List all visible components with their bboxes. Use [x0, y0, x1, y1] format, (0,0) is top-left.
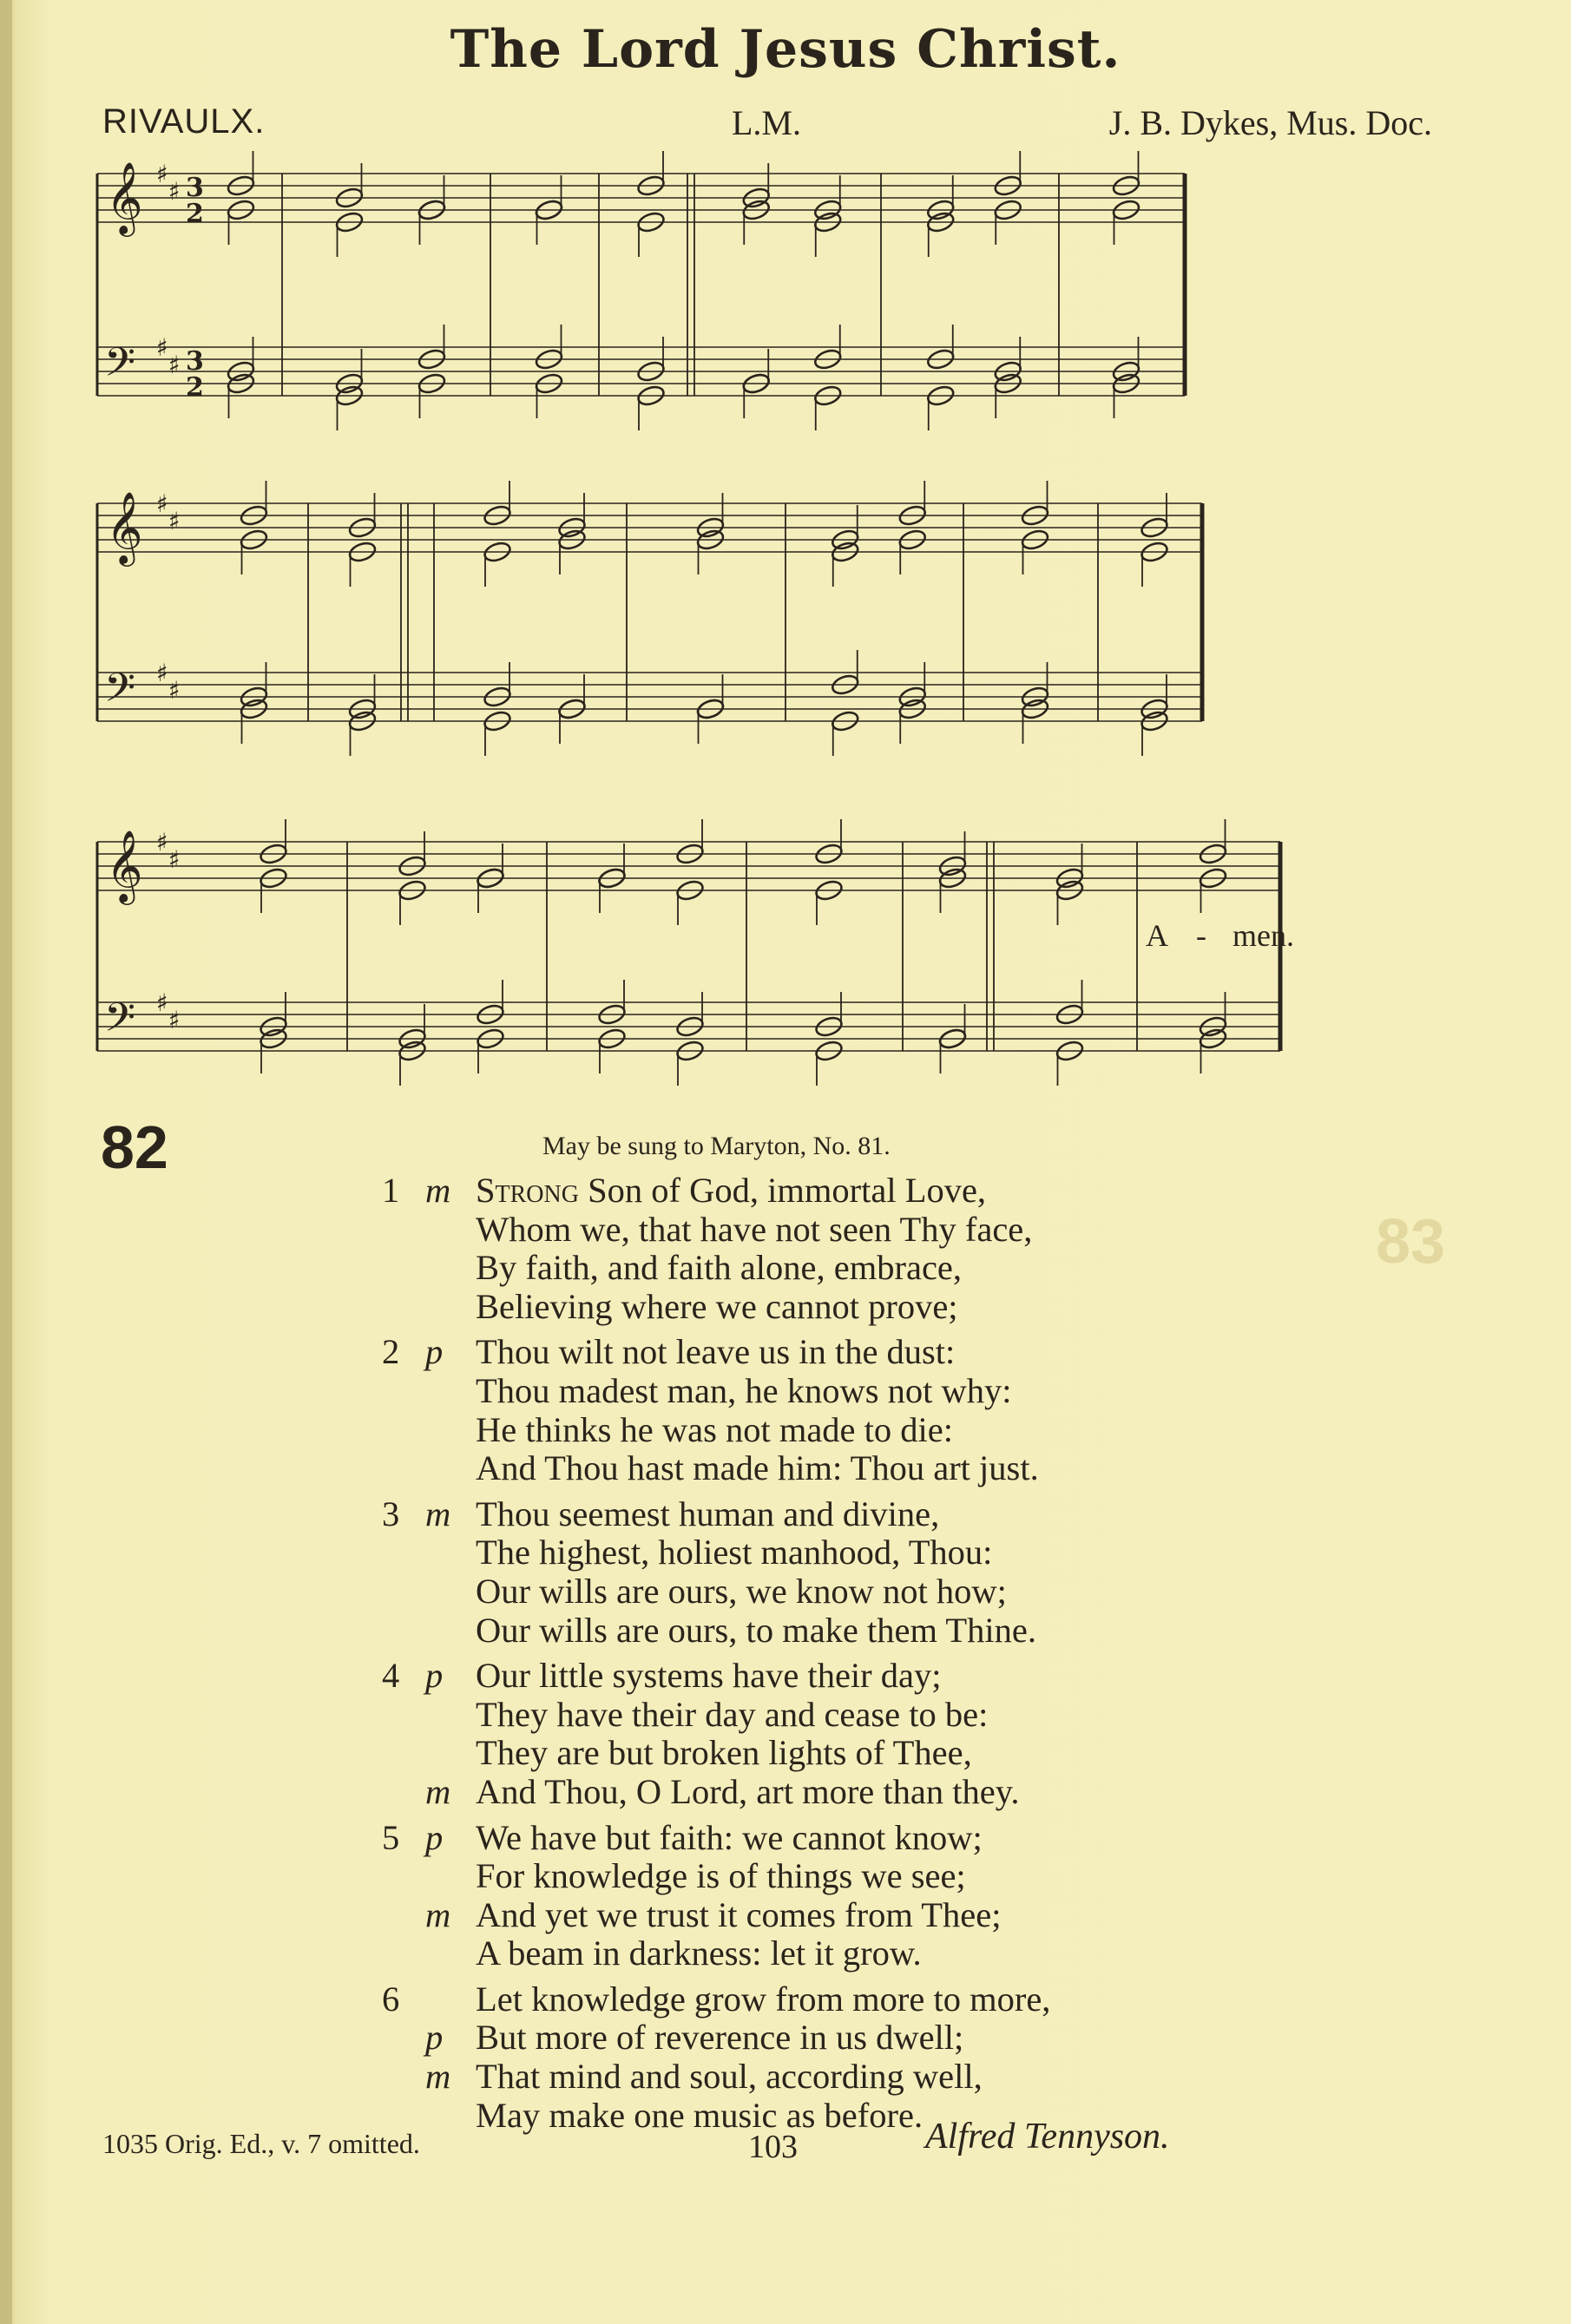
stanza-number: 2: [382, 1332, 400, 1372]
verse-words: Believing where we cannot prove;: [476, 1286, 958, 1326]
bass-clef: 𝄢: [104, 339, 136, 396]
sharp-sign: ♯: [156, 828, 168, 857]
amen-syllable: men.: [1232, 918, 1294, 953]
sharp-sign: ♯: [168, 1006, 181, 1034]
verse-line: [330, 1857, 1285, 1896]
time-signature-top: 3: [186, 173, 204, 203]
verse-text: [476, 1657, 942, 1695]
verse-words: Thou madest man, he knows not why:: [476, 1370, 1012, 1410]
treble-clef: 𝄞: [106, 161, 143, 233]
verse-line: [330, 1249, 1285, 1288]
verse-text: [476, 2097, 923, 2135]
stanza-number: 5: [382, 1817, 400, 1857]
verse-text: [476, 1288, 958, 1326]
author-attribution: Alfred Tennyson.: [925, 2117, 1170, 2157]
verse-words: Our little systems have their day;: [476, 1656, 942, 1696]
verse-words: We have but faith: we cannot know;: [476, 1817, 983, 1857]
dynamic-marking: p: [425, 1817, 444, 1857]
sharp-sign: ♯: [168, 351, 181, 379]
verse-text: [476, 1773, 1019, 1811]
sharp-sign: ♯: [156, 988, 168, 1017]
verse-text: [476, 1696, 988, 1734]
dynamic-marking: m: [425, 1771, 451, 1811]
sharp-sign: ♯: [156, 333, 168, 362]
verse-line: [330, 1211, 1285, 1250]
verse-words: Thou seemest human and divine,: [476, 1494, 940, 1533]
tune-meter: L.M.: [732, 103, 801, 142]
verse-line: [330, 1734, 1285, 1773]
verse-words: And yet we trust it comes from Thee;: [476, 1894, 1002, 1934]
sharp-sign: ♯: [168, 676, 181, 705]
verse-words: Our wills are ours, to make them Thine.: [476, 1610, 1036, 1650]
footnote: 1035 Orig. Ed., v. 7 omitted.: [102, 2128, 420, 2159]
section-title: The Lord Jesus Christ.: [450, 19, 1121, 80]
verse-line: [330, 1411, 1285, 1450]
treble-clef: 𝄞: [106, 829, 143, 902]
stanza-number: 3: [382, 1494, 400, 1533]
hymn-number: 82: [101, 1113, 168, 1181]
verse-text: [476, 1857, 966, 1895]
verse-words: By faith, and faith alone, embrace,: [476, 1248, 963, 1288]
amen-syllable: A: [1146, 918, 1168, 953]
dynamic-marking: p: [425, 2018, 444, 2058]
verse-words: That mind and soul, according well,: [476, 2057, 983, 2097]
book-spine-shadow: [0, 0, 12, 2324]
verse-words: Thou wilt not leave us in the dust:: [476, 1332, 956, 1372]
verse-words: Son of God, immortal Love,: [578, 1171, 987, 1210]
verse-words: They are but broken lights of Thee,: [476, 1733, 972, 1773]
verse-first-word: Strong: [476, 1171, 579, 1210]
verse-line: [330, 1696, 1285, 1735]
bleed-through-number: 83: [1376, 1207, 1446, 1277]
tune-name: RIVAULX.: [102, 102, 266, 141]
verse-line: [330, 1773, 1285, 1812]
verse-line: [330, 1288, 1285, 1327]
verse-line: [330, 1449, 1285, 1488]
verse-words: A beam in darkness: let it grow.: [476, 1933, 922, 1973]
treble-clef: 𝄞: [106, 490, 143, 563]
verse-words: Our wills are ours, we know not how;: [476, 1571, 1007, 1611]
verse-text: [476, 1449, 1039, 1487]
verse-words: Let knowledge grow from more to more,: [476, 1979, 1051, 2019]
hymn-verses: [330, 1172, 1285, 2142]
verse-line: [330, 1819, 1285, 1858]
verse-words: Whom we, that have not seen Thy face,: [476, 1209, 1033, 1249]
dynamic-marking: m: [425, 1894, 451, 1934]
verse-words: For knowledge is of things we see;: [476, 1856, 966, 1896]
verse-line: [330, 1896, 1285, 1935]
verse-line: [330, 1657, 1285, 1696]
time-signature-bottom: 2: [186, 199, 204, 229]
bass-clef: 𝄢: [104, 995, 136, 1051]
dynamic-marking: p: [425, 1332, 444, 1372]
verse-text: [476, 1896, 1001, 1934]
verse-words: He thinks he was not made to die:: [476, 1409, 954, 1449]
verse-text: [476, 1819, 983, 1857]
verse-line: [330, 2058, 1285, 2097]
verse-text: [476, 1249, 962, 1287]
sharp-sign: ♯: [156, 489, 168, 518]
verse-line: [330, 1612, 1285, 1651]
verse-text: [476, 1411, 953, 1449]
stanza-number: 4: [382, 1656, 400, 1696]
verse-words: They have their day and cease to be:: [476, 1694, 989, 1734]
verse-words: But more of reverence in us dwell;: [476, 2018, 964, 2058]
sharp-sign: ♯: [168, 507, 181, 535]
verse-words: And Thou hast made him: Thou art just.: [476, 1448, 1039, 1488]
stanza-number: 6: [382, 1979, 400, 2019]
music-score: [95, 148, 1458, 1111]
verse-line: [330, 1980, 1285, 2019]
verse-line: [330, 2019, 1285, 2058]
verse-line: [330, 1572, 1285, 1612]
verse-text: [476, 1572, 1007, 1611]
verse-text: [476, 1211, 1032, 1249]
bass-clef: 𝄢: [104, 665, 136, 721]
dynamic-marking: m: [425, 1494, 451, 1533]
verse-line: [330, 1533, 1285, 1572]
verse-text: [476, 1372, 1012, 1410]
tune-composer: J. B. Dykes, Mus. Doc.: [1108, 103, 1432, 142]
verse-words: And Thou, O Lord, art more than they.: [476, 1771, 1020, 1811]
sharp-sign: ♯: [156, 659, 168, 687]
verse-text: [476, 1934, 922, 1973]
alternate-tune-note: May be sung to Maryton, No. 81.: [542, 1132, 891, 1160]
verse-text: [476, 1172, 986, 1210]
sharp-sign: ♯: [168, 177, 181, 206]
verse-line: [330, 1495, 1285, 1534]
page-number: 103: [748, 2129, 798, 2165]
verse-line: [330, 1934, 1285, 1973]
dynamic-marking: m: [425, 1171, 451, 1210]
verse-text: [476, 1533, 992, 1572]
verse-text: [476, 1734, 972, 1772]
verse-line: [330, 1372, 1285, 1411]
verse-text: [476, 2058, 983, 2096]
verse-line: [330, 1333, 1285, 1372]
sharp-sign: ♯: [156, 160, 168, 188]
time-signature-bottom: 2: [186, 372, 204, 403]
stanza-number: 1: [382, 1171, 400, 1210]
dynamic-marking: p: [425, 1656, 444, 1696]
amen-syllable: -: [1196, 918, 1206, 953]
verse-text: [476, 1612, 1036, 1650]
verse-line: [330, 1172, 1285, 1211]
dynamic-marking: m: [425, 2057, 451, 2097]
verse-words: May make one music as before.: [476, 2095, 924, 2135]
verse-words: The highest, holiest manhood, Thou:: [476, 1533, 993, 1572]
verse-text: [476, 1980, 1050, 2019]
sharp-sign: ♯: [168, 845, 181, 874]
verse-text: [476, 1495, 939, 1533]
time-signature-top: 3: [186, 346, 204, 377]
verse-text: [476, 1333, 955, 1371]
verse-text: [476, 2019, 963, 2057]
